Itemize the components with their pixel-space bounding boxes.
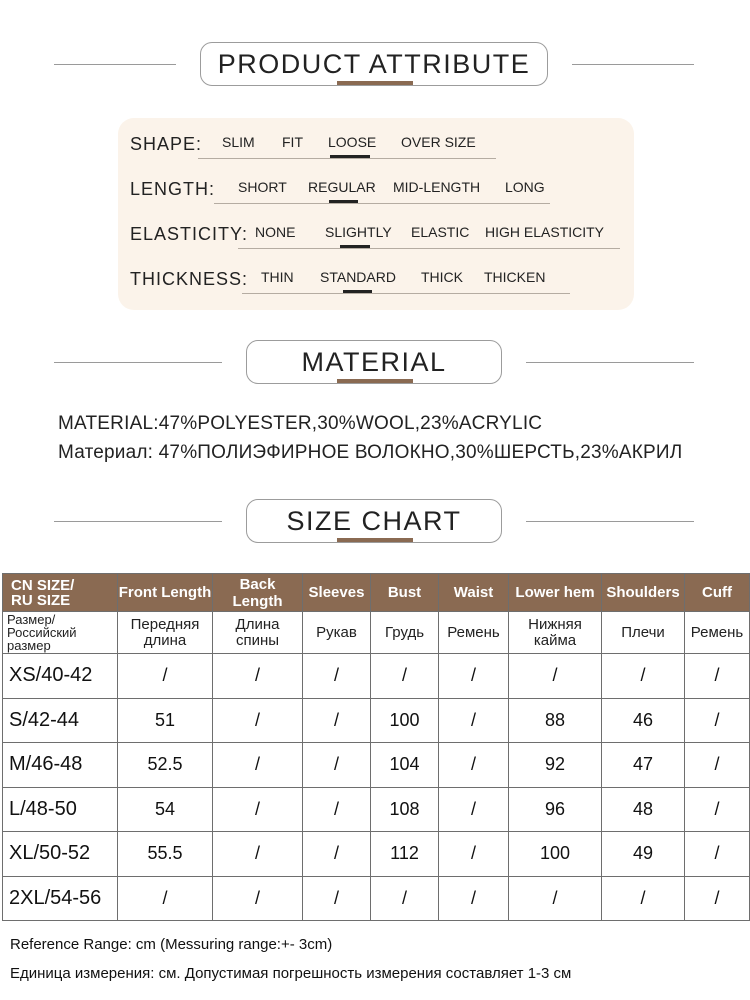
section-title: SIZE CHART <box>246 499 502 543</box>
table-cell: 51 <box>118 698 213 743</box>
table-cell: / <box>439 743 509 788</box>
table-cell: Грудь <box>371 612 439 654</box>
attribute-underline <box>238 248 620 249</box>
table-cell: / <box>509 876 602 921</box>
table-cell: / <box>439 654 509 699</box>
size-label-cell: L/48-50 <box>3 787 118 832</box>
table-cell: / <box>439 698 509 743</box>
attribute-option: SHORT <box>238 179 287 195</box>
divider-left <box>54 64 176 65</box>
attribute-option: THICKEN <box>484 269 546 285</box>
table-cell: 46 <box>602 698 685 743</box>
table-cell: Back Length <box>213 574 303 612</box>
table-cell: Sleeves <box>303 574 371 612</box>
table-cell: 104 <box>371 743 439 788</box>
table-cell: / <box>213 876 303 921</box>
attribute-option: FIT <box>282 134 303 150</box>
table-cell: Lower hem <box>509 574 602 612</box>
table-cell: / <box>509 654 602 699</box>
divider-left <box>54 362 222 363</box>
attribute-option: OVER SIZE <box>401 134 476 150</box>
table-cell: 47 <box>602 743 685 788</box>
table-cell: / <box>685 743 750 788</box>
selected-marker <box>343 290 372 293</box>
size-label-cell: CN SIZE/ RU SIZE <box>3 574 118 612</box>
table-cell: Плечи <box>602 612 685 654</box>
table-row <box>3 698 750 743</box>
table-cell: / <box>371 654 439 699</box>
attribute-option-selected: LOOSE <box>328 134 377 150</box>
table-cell: 88 <box>509 698 602 743</box>
reference-note-en: Reference Range: cm (Messuring range:+- 3cm) <box>10 936 333 953</box>
table-cell: 48 <box>602 787 685 832</box>
table-cell: 54 <box>118 787 213 832</box>
table-cell: / <box>303 654 371 699</box>
title-accent <box>337 538 413 542</box>
table-row <box>3 832 750 877</box>
size-label-cell: XL/50-52 <box>3 832 118 877</box>
table-cell: 52.5 <box>118 743 213 788</box>
table-cell: Рукав <box>303 612 371 654</box>
table-cell: / <box>303 787 371 832</box>
table-cell: / <box>371 876 439 921</box>
table-cell: Bust <box>371 574 439 612</box>
material-ru-value: 47%ПОЛИЭФИРНОЕ ВОЛОКНО,30%ШЕРСТЬ,23%АКРИЛ <box>158 442 683 463</box>
table-cell: / <box>685 876 750 921</box>
table-cell: 108 <box>371 787 439 832</box>
table-cell: 100 <box>371 698 439 743</box>
size-chart-header <box>0 499 750 549</box>
attribute-option-selected: STANDARD <box>320 269 396 285</box>
table-row <box>3 743 750 788</box>
reference-note-ru: Единица измерения: см. Допустимая погрешность измерения составляет 1-3 см <box>10 965 572 982</box>
attribute-option: HIGH ELASTICITY <box>485 224 605 240</box>
divider-right <box>526 362 694 363</box>
divider-right <box>572 64 694 65</box>
table-cell: Ремень <box>685 612 750 654</box>
selected-marker <box>329 200 358 203</box>
table-cell: Cuff <box>685 574 750 612</box>
selected-marker <box>340 245 370 248</box>
table-cell: / <box>685 787 750 832</box>
table-cell: 96 <box>509 787 602 832</box>
table-cell: / <box>118 876 213 921</box>
size-label-cell: Размер/ Российский размер <box>3 612 118 654</box>
table-header-row-en <box>3 574 750 612</box>
table-cell: / <box>439 876 509 921</box>
material-en-value: 47%POLYESTER,30%WOOL,23%ACRYLIC <box>158 413 543 434</box>
attribute-option: SLIM <box>222 134 255 150</box>
material-en-label: MATERIAL: <box>58 413 159 434</box>
size-label-cell: S/42-44 <box>3 698 118 743</box>
table-cell: 100 <box>509 832 602 877</box>
section-title: PRODUCT ATTRIBUTE <box>200 42 548 86</box>
selected-marker <box>330 155 370 158</box>
table-cell: Нижняя кайма <box>509 612 602 654</box>
attribute-label: SHAPE: <box>130 134 203 154</box>
attribute-underline <box>198 158 496 159</box>
table-cell: / <box>303 832 371 877</box>
table-cell: Ремень <box>439 612 509 654</box>
table-cell: 92 <box>509 743 602 788</box>
attribute-option: THIN <box>261 269 294 285</box>
table-cell: / <box>685 654 750 699</box>
table-cell: / <box>602 654 685 699</box>
table-cell: 49 <box>602 832 685 877</box>
attribute-row-shape <box>118 132 634 162</box>
table-cell: / <box>213 654 303 699</box>
attribute-option: MID-LENGTH <box>393 179 481 195</box>
attribute-label: LENGTH: <box>130 179 216 199</box>
title-accent <box>337 81 413 85</box>
table-cell: / <box>213 832 303 877</box>
table-cell: / <box>213 698 303 743</box>
divider-left <box>54 521 222 522</box>
table-cell: / <box>602 876 685 921</box>
attribute-option: THICK <box>421 269 463 285</box>
table-cell: Shoulders <box>602 574 685 612</box>
table-header-row-ru <box>3 612 750 654</box>
attribute-underline <box>242 293 570 294</box>
table-cell: Длина спины <box>213 612 303 654</box>
table-cell: / <box>303 698 371 743</box>
size-label-cell: XS/40-42 <box>3 654 118 699</box>
attribute-underline <box>214 203 550 204</box>
attribute-option-selected: REGULAR <box>308 179 376 195</box>
attribute-option: LONG <box>505 179 545 195</box>
size-chart-table <box>2 573 750 921</box>
product-attribute-header <box>0 42 750 92</box>
material-ru <box>58 442 682 464</box>
attribute-row-length <box>118 177 634 207</box>
table-cell: / <box>118 654 213 699</box>
table-cell: 112 <box>371 832 439 877</box>
table-cell: / <box>303 743 371 788</box>
size-label-cell: 2XL/54-56 <box>3 876 118 921</box>
table-cell: / <box>439 787 509 832</box>
table-cell: Передняя длина <box>118 612 213 654</box>
section-title: MATERIAL <box>246 340 502 384</box>
attribute-option: ELASTIC <box>411 224 470 240</box>
table-cell: / <box>685 832 750 877</box>
table-row <box>3 787 750 832</box>
attribute-row-elasticity <box>118 222 634 252</box>
table-cell: 55.5 <box>118 832 213 877</box>
table-cell: Waist <box>439 574 509 612</box>
table-cell: / <box>439 832 509 877</box>
table-cell: / <box>213 787 303 832</box>
table-cell: Front Length <box>118 574 213 612</box>
attribute-label: ELASTICITY: <box>130 224 249 244</box>
attribute-label: THICKNESS: <box>130 269 249 289</box>
table-row <box>3 876 750 921</box>
material-header <box>0 340 750 390</box>
table-cell: / <box>213 743 303 788</box>
size-label-cell: M/46-48 <box>3 743 118 788</box>
table-row <box>3 654 750 699</box>
divider-right <box>526 521 694 522</box>
material-ru-label: Материал: <box>58 442 154 463</box>
attribute-panel <box>118 118 634 310</box>
attribute-option: NONE <box>255 224 296 240</box>
table-cell: / <box>303 876 371 921</box>
material-en <box>58 413 542 435</box>
attribute-option-selected: SLIGHTLY <box>325 224 392 240</box>
attribute-row-thickness <box>118 267 634 297</box>
table-cell: / <box>685 698 750 743</box>
title-accent <box>337 379 413 383</box>
